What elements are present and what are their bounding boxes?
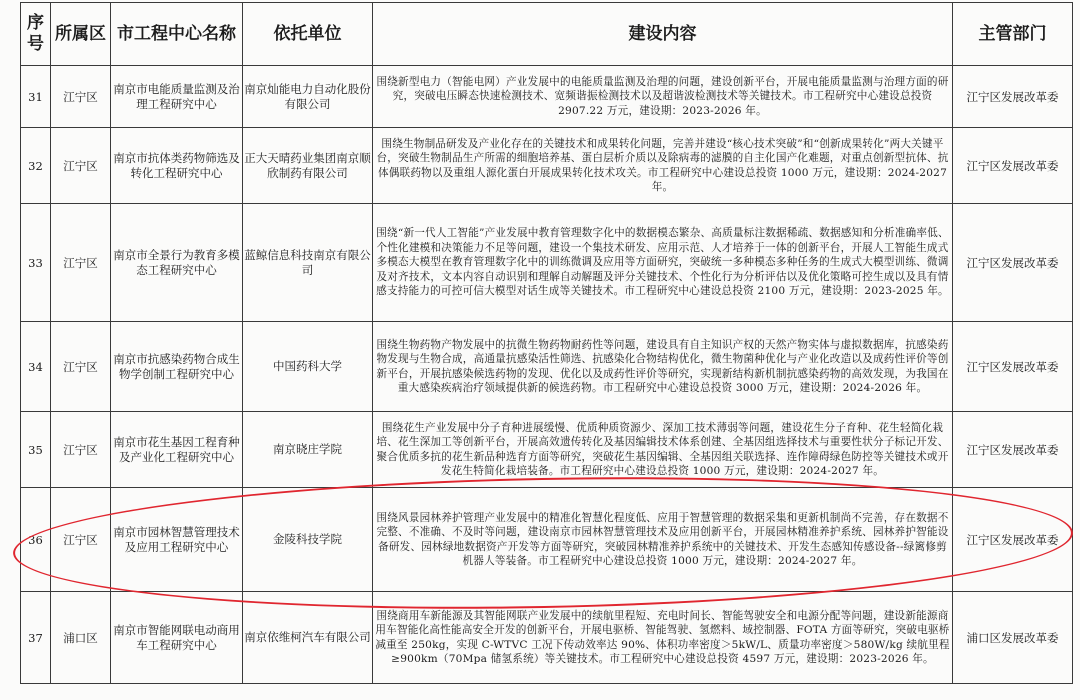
table-row <box>21 128 1073 204</box>
row-department: 江宁区发展改革委 <box>953 322 1073 412</box>
row-supporting-unit: 正大天晴药业集团南京顺欣制药有限公司 <box>243 128 373 204</box>
row-no: 34 <box>21 322 51 412</box>
row-no: 36 <box>21 488 51 592</box>
row-supporting-unit: 蓝鲸信息科技南京有限公司 <box>243 204 373 322</box>
header-department: 主管部门 <box>953 3 1073 66</box>
row-supporting-unit: 中国药科大学 <box>243 322 373 412</box>
table-row <box>21 322 1073 412</box>
row-center-name: 南京市电能质量监测及治理工程研究中心 <box>111 66 243 128</box>
table-header-row <box>21 3 1073 66</box>
row-no: 31 <box>21 66 51 128</box>
row-supporting-unit: 南京灿能电力自动化股份有限公司 <box>243 66 373 128</box>
row-content: 围绕花生产业发展中分子育种进展缓慢、优质种质资源少、深加工技术薄弱等问题，建设花生分子育种、花生轻简化栽培、花生深加工等创新平台，开展高效遗传转化及基因编辑技术体系创建、全基因组选择技术与重要性状分子标记开发、聚合优质多抗的花生新品种选育方面等研究，突破花生基因编辑、全基因组关联选择、连作障碍绿色防控等关键技术或开发花生特简化栽培装备。市工程研究中心建设总投资 1000 万元，建设期：2024-2027 年。 <box>373 412 953 488</box>
table-row <box>21 412 1073 488</box>
row-supporting-unit: 金陵科技学院 <box>243 488 373 592</box>
row-center-name: 南京市全景行为教育多模态工程研究中心 <box>111 204 243 322</box>
row-no: 33 <box>21 204 51 322</box>
row-district: 江宁区 <box>51 204 111 322</box>
header-content: 建设内容 <box>373 3 953 66</box>
row-district: 江宁区 <box>51 128 111 204</box>
row-supporting-unit: 南京依维柯汽车有限公司 <box>243 592 373 684</box>
header-supporting-unit: 依托单位 <box>243 3 373 66</box>
table-row <box>21 66 1073 128</box>
row-district: 江宁区 <box>51 322 111 412</box>
row-center-name: 南京市花生基因工程育种及产业化工程研究中心 <box>111 412 243 488</box>
row-department: 江宁区发展改革委 <box>953 204 1073 322</box>
row-department: 江宁区发展改革委 <box>953 412 1073 488</box>
row-department: 浦口区发展改革委 <box>953 592 1073 684</box>
row-content: 围绕“新一代人工智能”产业发展中教育管理数字化中的数据模态繁杂、高质量标注数据稀疏、数据感知和分析准确率低、个性化建模和决策能力不足等问题，建设一个集技术研发、应用示范、人才培养于一体的创新平台，开展人工智能生成式多模态大模型在教育管理数字化中的训练微调及应用等方面研究，突破统一多种模态多种任务的生成式大模型训练、微调及对齐技术，文本内容自动识别和理解自动解题及评分关键技术、个性化行为分析评估以及优化策略可控生成以及具有情感支持能力的可控可信大模型对话生成等关键技术。市工程研究中心建设总投资 2100 万元，建设期：2023-2025 年。 <box>373 204 953 322</box>
row-content: 围绕新型电力（智能电网）产业发展中的电能质量监测及治理的问题，建设创新平台，开展电能质量监测与治理方面的研究，突破电压瞬态快速检测技术、宽频谐振检测技术以及超谐波检测技术等关键技术。市工程研究中心建设总投资 2907.22 万元，建设期：2023-2026 年。 <box>373 66 953 128</box>
row-department: 江宁区发展改革委 <box>953 488 1073 592</box>
row-district: 江宁区 <box>51 488 111 592</box>
row-center-name: 南京市抗感染药物合成生物学创制工程研究中心 <box>111 322 243 412</box>
row-district: 江宁区 <box>51 412 111 488</box>
header-no: 序号 <box>21 3 51 66</box>
row-no: 35 <box>21 412 51 488</box>
row-supporting-unit: 南京晓庄学院 <box>243 412 373 488</box>
row-department: 江宁区发展改革委 <box>953 66 1073 128</box>
table-row <box>21 488 1073 592</box>
row-content: 围绕生物制品研发及产业化存在的关键技术和成果转化问题，完善并建设“核心技术突破”和“创新成果转化”两大关键平台，突破生物制品生产所需的细胞培养基、蛋白层析介质以及除病毒的滤膜的自主化国产化难题，对重点创新型抗体、抗体偶联药物以及重组人源化蛋白开展成果转化技术攻关。市工程研究中心建设总投资 1000 万元，建设期：2024-2027 年。 <box>373 128 953 204</box>
table-row <box>21 592 1073 684</box>
row-center-name: 南京市园林智慧管理技术及应用工程研究中心 <box>111 488 243 592</box>
table-row <box>21 204 1073 322</box>
row-content: 围绕生物药物产物发展中的抗微生物药物耐药性等问题，建设具有自主知识产权的天然产物实体与虚拟数据库，抗感染药物发现与生物合成，高通量抗感染活性筛选、抗感染化合物结构优化，微生物菌种优化与产业化改造以及成药性评价等创新平台，开展抗感染候选药物的发现、优化以及成药性评价等研究，实现新结构新机制抗感染药物的高效发现，为我国在重大感染疾病治疗领域提供新的候选药物。市工程研究中心建设总投资 3000 万元，建设期：2024-2026 年。 <box>373 322 953 412</box>
row-center-name: 南京市抗体类药物筛选及转化工程研究中心 <box>111 128 243 204</box>
project-table <box>20 2 1073 684</box>
row-center-name: 南京市智能网联电动商用车工程研究中心 <box>111 592 243 684</box>
row-content: 围绕商用车新能源及其智能网联产业发展中的续航里程短、充电时间长、智能驾驶安全和电源分配等问题，建设新能源商用车智能化高性能高安全开发的创新平台，开展电驱桥、智能驾驶、氢燃料、域控制器、FOTA 方面等研究，突破电驱桥减重至 250kg，实现 C-WTVC 工况下传动效率达 90%、体积功率密度＞5kW/L、质量功率密度＞580W/kg 续航里程≥900km（70Mpa 储氢系统）等关键技术。市工程研究中心建设总投资 4597 万元，建设期：2023-2026 年。 <box>373 592 953 684</box>
header-center-name: 市工程中心名称 <box>111 3 243 66</box>
header-district: 所属区 <box>51 3 111 66</box>
row-no: 32 <box>21 128 51 204</box>
row-department: 江宁区发展改革委 <box>953 128 1073 204</box>
row-no: 37 <box>21 592 51 684</box>
row-district: 江宁区 <box>51 66 111 128</box>
row-content: 围绕风景园林养护管理产业发展中的精准化智慧化程度低、应用于智慧管理的数据采集和更新机制尚不完善，存在数据不完整、不准确、不及时等问题，建设南京市园林智慧管理技术及应用创新平台，开展园林精准养护系统、园林养护智能设备研发、园林绿地数据资产开发等方面等研究，突破园林精准养护系统中的关键技术、开发生态感知传感设备--绿篱修剪机器人等装备。市工程研究中心建设总投资 1000 万元，建设期：2024-2027 年。 <box>373 488 953 592</box>
row-district: 浦口区 <box>51 592 111 684</box>
